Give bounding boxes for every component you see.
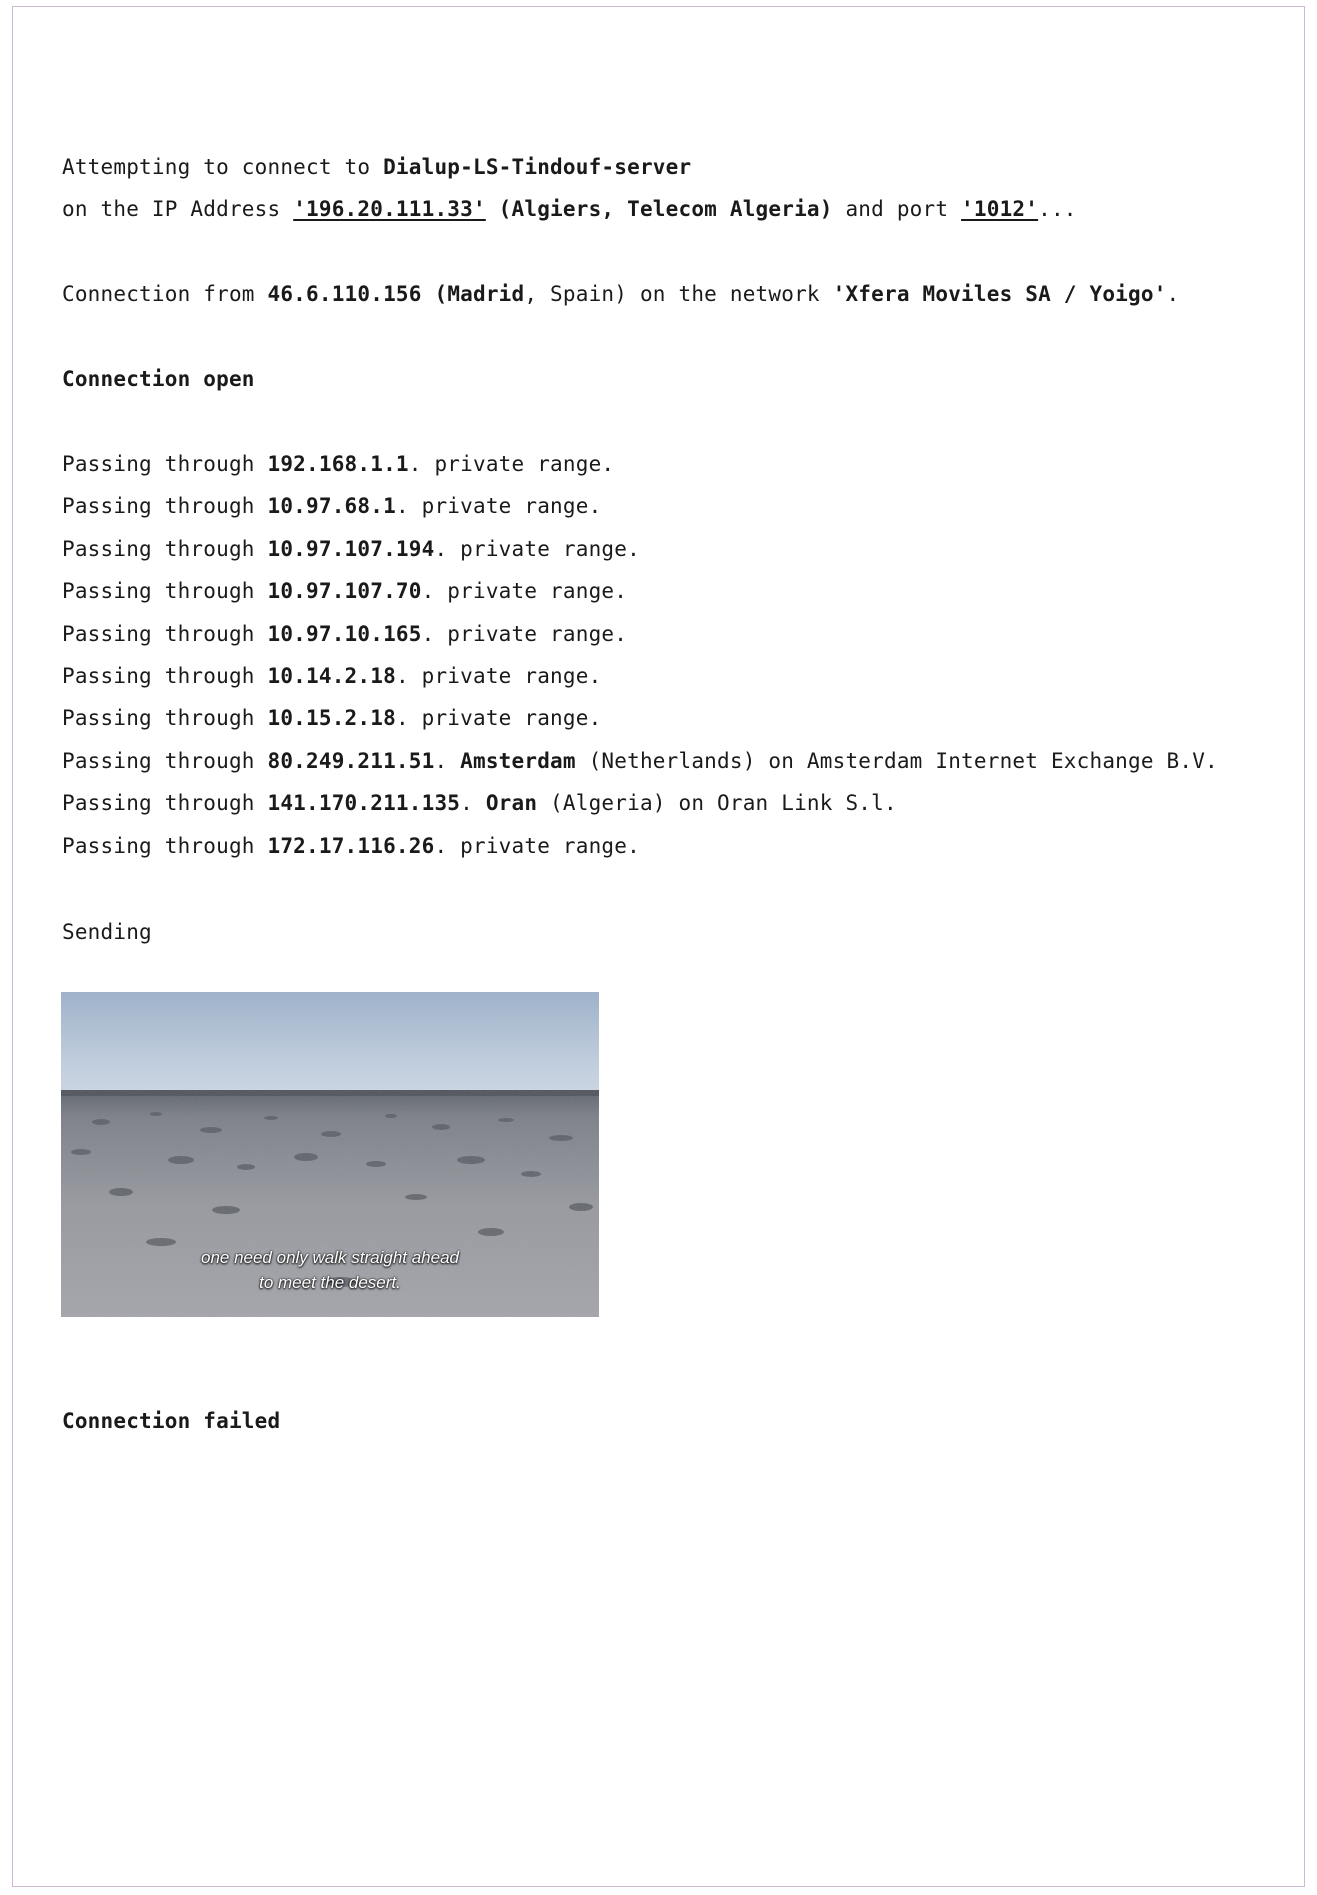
hop-line: Passing through 10.97.10.165. private range. [62, 621, 628, 646]
hop-ip: 10.97.68.1 [267, 494, 396, 519]
hop-line: Passing through 192.168.1.1. private range. [62, 452, 615, 476]
hop-line: Passing through 141.170.211.135. Oran (Algeria) on Oran Link S.l. [62, 791, 897, 816]
hop-ip: 172.17.116.26 [267, 833, 435, 858]
hop-ip: 141.170.211.135 [267, 791, 461, 816]
hop-description: private range. [447, 833, 640, 858]
hop-description: private range. [447, 536, 640, 561]
hop-line: Passing through 10.97.107.194. private range. [62, 536, 640, 561]
hop-city: Amsterdam [460, 748, 576, 773]
desert-video-still [61, 992, 599, 1317]
hop-ip: 192.168.1.1 [267, 452, 409, 476]
ip-address-line: on the IP Address '196.20.111.33' (Algiers, Telecom Algeria) and port '1012'... [62, 197, 1077, 221]
connection-from-line: Connection from 46.6.110.156 (Madrid, Spain) on the network 'Xfera Moviles SA / Yoigo'. [62, 282, 1180, 306]
target-port: '1012' [961, 197, 1039, 221]
hop-ip: 10.15.2.18 [267, 706, 396, 731]
hop-ip: 10.97.107.70 [267, 579, 422, 604]
hop-ip: 10.97.107.194 [267, 536, 435, 561]
hop-line: Passing through 10.15.2.18. private range. [62, 706, 602, 731]
hop-description: (Algeria) on Oran Link S.l. [537, 791, 897, 816]
target-ip: '196.20.111.33' [293, 197, 486, 221]
source-city: Madrid [447, 282, 525, 306]
status-connection-open: Connection open [62, 367, 255, 391]
server-name: Dialup-LS-Tindouf-server [383, 155, 692, 179]
hop-description: private range. [434, 621, 628, 646]
hop-city: Oran [485, 791, 538, 816]
source-ip: 46.6.110.156 [267, 282, 422, 306]
hop-description: private range. [421, 452, 615, 476]
hop-line: Passing through 80.249.211.51. Amsterdam (Netherlands) on Amsterdam Internet Exchange B.V. [62, 748, 1218, 773]
hop-ip: 80.249.211.51 [267, 748, 435, 773]
hop-description: (Netherlands) on Amsterdam Internet Exchange B.V. [575, 748, 1218, 773]
connect-attempt-line: Attempting to connect to Dialup-LS-Tindouf-server [62, 155, 692, 179]
hop-line: Passing through 10.97.107.70. private range. [62, 579, 628, 604]
source-network: 'Xfera Moviles SA / Yoigo' [832, 282, 1167, 306]
subtitle-line-1: one need only walk straight ahead [200, 1248, 459, 1267]
hop-line: Passing through 172.17.116.26. private range. [62, 833, 640, 858]
hop-description: private range. [434, 579, 628, 604]
hop-description: private range. [408, 664, 602, 688]
target-location: (Algiers, Telecom Algeria) [485, 197, 833, 221]
hop-ip: 10.97.10.165 [267, 621, 422, 646]
sending-label: Sending [62, 920, 152, 944]
subtitle-line-2: to meet the desert. [259, 1273, 401, 1292]
hop-ip: 10.14.2.18 [267, 664, 396, 688]
hop-line: Passing through 10.97.68.1. private range. [62, 494, 602, 519]
status-connection-failed: Connection failed [62, 1409, 281, 1433]
hop-description: private range. [408, 706, 602, 731]
hop-line: Passing through 10.14.2.18. private range. [62, 664, 602, 688]
hop-description: private range. [408, 494, 602, 519]
